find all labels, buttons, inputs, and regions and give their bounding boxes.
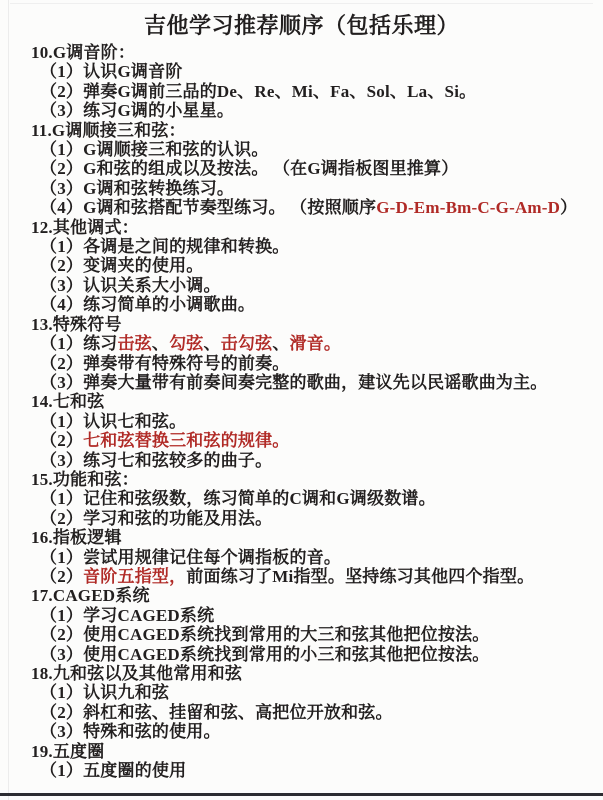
list-item	[0, 334, 603, 353]
list-item	[0, 489, 603, 508]
text-segment: （1）五度圈的使用	[40, 761, 187, 781]
section-heading: 17.CAGED系统	[31, 586, 150, 606]
page-left-edge	[8, 0, 9, 800]
section	[0, 43, 603, 121]
text-segment: （1）记住和弦级数，练习简单的C调和G调级数谱。	[40, 489, 436, 509]
highlighted-text: 击勾弦	[220, 334, 273, 354]
list-item	[0, 683, 603, 702]
text-segment: 前面练习了Mi指型。坚持练习其他四个指型。	[186, 566, 535, 586]
text-segment: （1）学习CAGED系统	[40, 605, 215, 625]
section	[0, 315, 603, 393]
text-segment: （4）G调和弦搭配节奏型练习。 （按照顺序	[40, 198, 377, 218]
text-segment: （3）练习七和弦较多的曲子。	[40, 450, 273, 470]
list-item	[0, 295, 603, 314]
list-item	[0, 62, 603, 81]
list-item	[0, 256, 603, 275]
text-segment: （2）G和弦的组成以及按法。 （在G调指板图里推算）	[40, 159, 459, 179]
section-heading: 13.特殊符号	[31, 314, 122, 334]
text-segment: （1）练习	[40, 334, 118, 354]
section-heading: 15.功能和弦：	[31, 469, 139, 489]
highlighted-text: G-D-Em-Bm-C-G-Am-D	[376, 198, 561, 218]
text-segment: （2）斜杠和弦、挂留和弦、高把位开放和弦。	[40, 702, 393, 722]
text-segment: （3）练习G调的小星星。	[40, 101, 235, 121]
section-heading: 10.G调音阶：	[31, 43, 136, 62]
text-segment: （2）变调夹的使用。	[40, 256, 204, 276]
list-item	[0, 373, 603, 392]
list-item	[0, 567, 603, 586]
text-segment: （2）	[40, 566, 84, 586]
highlighted-text: 滑音。	[289, 334, 342, 354]
highlighted-text: 击弦	[117, 334, 152, 354]
section	[0, 528, 603, 586]
list-item	[0, 509, 603, 528]
page-bottom-edge	[0, 793, 603, 796]
section	[0, 392, 603, 470]
text-segment: （1）认识七和弦。	[40, 411, 187, 431]
document-title: 吉他学习推荐顺序（包括乐理）	[143, 13, 459, 38]
section	[0, 586, 603, 664]
list-item	[0, 703, 603, 722]
section-heading: 16.指板逻辑	[31, 528, 122, 548]
section	[0, 742, 603, 781]
section-heading: 18.九和弦以及其他常用和弦	[31, 664, 243, 683]
highlighted-text: 音阶五指型，	[83, 566, 187, 586]
list-item	[0, 101, 603, 120]
document-content	[0, 43, 603, 780]
section-heading: 14.七和弦	[31, 392, 105, 412]
list-item	[0, 606, 603, 625]
list-item	[0, 722, 603, 741]
list-item	[0, 354, 603, 373]
section-heading: 12.其他调式：	[31, 217, 139, 237]
list-item	[0, 761, 603, 780]
text-segment: 、	[151, 334, 170, 354]
text-segment: 、	[272, 334, 290, 354]
text-segment: （3）使用CAGED系统找到常用的小三和弦其他把位按法。	[40, 644, 490, 664]
highlighted-text: 七和弦替换三和弦的规律。	[83, 431, 290, 451]
text-segment: 、	[203, 334, 221, 354]
page-top-edge	[10, 3, 593, 4]
list-item	[0, 237, 603, 256]
list-item	[0, 412, 603, 431]
text-segment: （3）弹奏大量带有前奏间奏完整的歌曲，建议先以民谣歌曲为主。	[40, 372, 548, 392]
text-segment: （1）尝试用规律记住每个调指板的音。	[40, 547, 342, 567]
list-item	[0, 179, 603, 198]
text-segment: （1）认识G调音阶	[40, 62, 183, 82]
section-heading: 11.G调顺接三和弦：	[31, 120, 186, 140]
text-segment: （3）特殊和弦的使用。	[40, 722, 221, 742]
text-segment: （2）	[40, 431, 84, 451]
section	[0, 470, 603, 528]
text-segment: （1）G调顺接三和弦的认识。	[40, 140, 269, 160]
list-item	[0, 451, 603, 470]
highlighted-text: 勾弦	[169, 334, 204, 354]
list-item	[0, 625, 603, 644]
list-item	[0, 548, 603, 567]
section	[0, 121, 603, 218]
text-segment: （1）认识九和弦	[40, 683, 170, 703]
text-segment: （2）使用CAGED系统找到常用的大三和弦其他把位按法。	[40, 625, 490, 645]
text-segment: （2）学习和弦的功能及用法。	[40, 508, 273, 528]
list-item	[0, 159, 603, 178]
section	[0, 664, 603, 742]
list-item	[0, 645, 603, 664]
text-segment: （4）练习简单的小调歌曲。	[40, 295, 256, 315]
list-item	[0, 431, 603, 450]
text-segment: ）	[560, 198, 578, 218]
section-heading: 19.五度圈	[31, 741, 105, 761]
list-item	[0, 276, 603, 295]
text-segment: （2）弹奏G调前三品的De、Re、Mi、Fa、Sol、La、Si。	[40, 81, 477, 101]
list-item	[0, 198, 603, 217]
list-item	[0, 82, 603, 101]
text-segment: （3）G调和弦转换练习。	[40, 178, 235, 198]
section	[0, 218, 603, 315]
list-item	[0, 140, 603, 159]
text-segment: （2）弹奏带有特殊符号的前奏。	[40, 353, 290, 373]
text-segment: （3）认识关系大小调。	[40, 275, 221, 295]
text-segment: （1）各调是之间的规律和转换。	[40, 237, 290, 257]
